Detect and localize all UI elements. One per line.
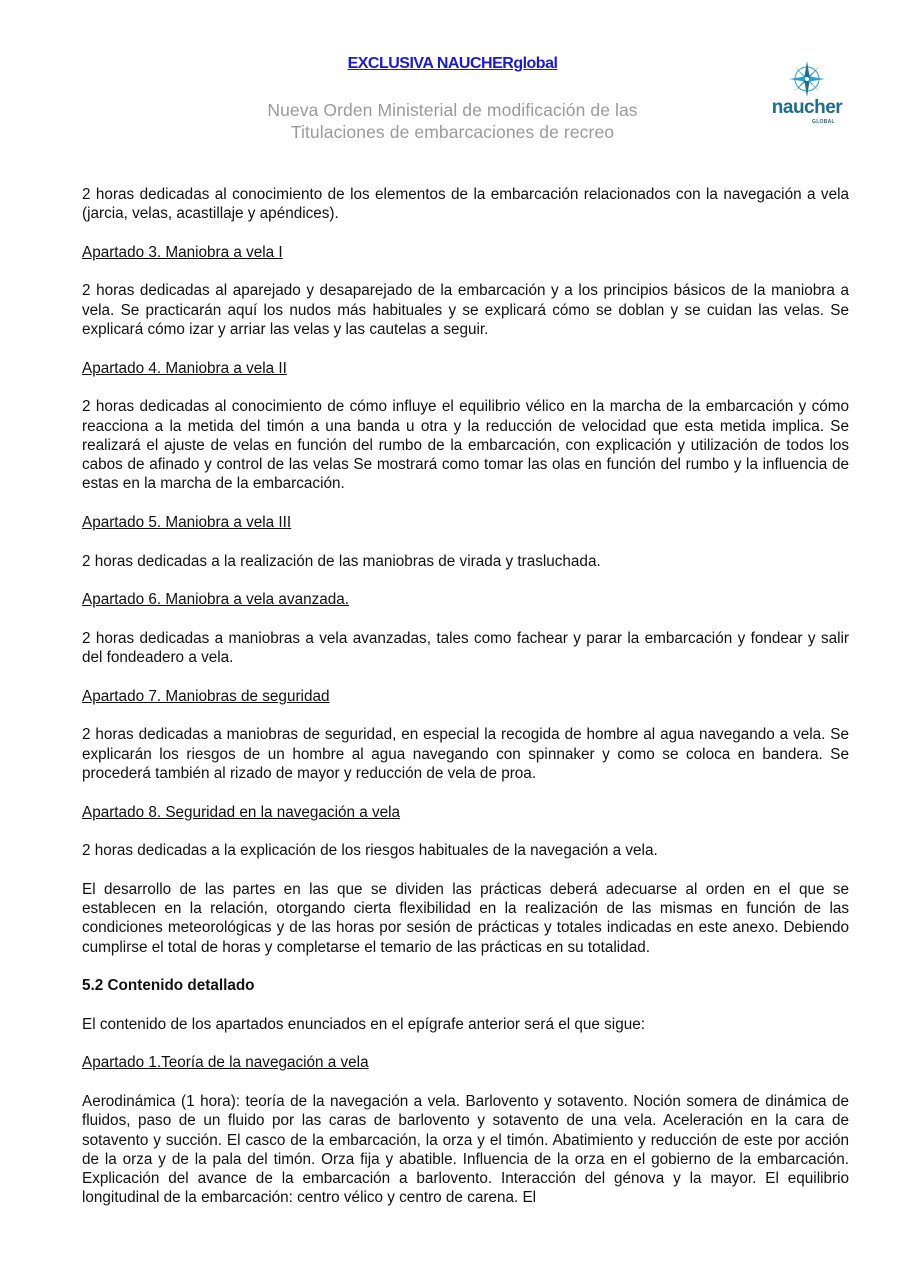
paragraph: 2 horas dedicadas a la explicación de los riesgos habituales de la navegación a vela.	[82, 842, 658, 860]
section-heading-apartado-8: Apartado 8. Seguridad en la navegación a vela	[82, 803, 401, 821]
paragraph: 2 horas dedicadas a maniobras de seguridad, en especial la recogida de hombre al agua navegando a vela. Se explicarán los riesgos de un hombre al agua navegando con spinnaker y como se coloca en bandera. Se procederá también al rizado de mayor y reducción de vela de proa.	[82, 726, 849, 782]
section-heading-apartado-5: Apartado 5. Maniobra a vela III	[82, 514, 292, 532]
exclusive-link[interactable]: EXCLUSIVA NAUCHERglobal	[347, 55, 558, 72]
logo-subtext: GLOBAL	[812, 119, 835, 125]
paragraph: Aerodinámica (1 hora): teoría de la navegación a vela. Barlovento y sotavento. Noción somera de dinámica de fluidos, paso de un fluido por las caras de barlovento y sotavento de una vela. Aceleración en la cara de sotavento y succión. El casco de la embarcación, la orza y el timón. Abatimiento y reducción de este por acción de la orza y de la pala del timón. Orza fija y abatible. Influencia de la orza en el gobierno de la embarcación. Explicación del avance de la embarcación a barlovento. Interacción del génova y la mayor. El equilibrio longitudinal de la embarcación: centro vélico y centro de carena. El	[82, 1092, 849, 1207]
section-heading-apartado-4: Apartado 4. Maniobra a vela II	[82, 359, 287, 377]
paragraph: El desarrollo de las partes en las que se dividen las prácticas deberá adecuarse al orden en el que se establecen en la relación, otorgando cierta flexibilidad en la realización de las mismas en función de las condiciones meteorológicas y de las horas por sesión de prácticas y totales indicadas en este anexo. Debiendo cumplirse el total de horas y completarse el temario de las prácticas en su totalidad.	[82, 880, 849, 956]
paragraph: 2 horas dedicadas a maniobras a vela avanzadas, tales como fachear y parar la embarcación y fondear y salir del fondeadero a vela.	[82, 629, 849, 667]
section-heading-apartado-6: Apartado 6. Maniobra a vela avanzada.	[82, 591, 350, 609]
paragraph: 2 horas dedicadas a la realización de las maniobras de virada y trasluchada.	[82, 552, 601, 570]
paragraph: 2 horas dedicadas al aparejado y desaparejado de la embarcación y a los principios básicos de la maniobra a vela. Se practicarán aquí los nudos más habituales y se explicará cómo se doblan y se cuidan las velas. Se explicará cómo izar y arriar las velas y las cautelas a seguir.	[82, 282, 849, 339]
subtitle-line-1: Nueva Orden Ministerial de modificación de las	[267, 100, 638, 120]
page-header	[0, 0, 905, 170]
compass-rose-icon	[788, 60, 826, 98]
paragraph: 2 horas dedicadas al conocimiento de cómo influye el equilibrio vélico en la marcha de la embarcación y cómo reacciona a la metida del timón a una banda u otra y la reducción de velocidad que esta metida implica. Se realizará el ajuste de velas en función del rumbo de la embarcación, con explicación y utilización de todos los cabos de afinado y control de las velas Se mostrará como tomar las olas en función del rumbo y la influencia de estas en la marcha de la embarcación.	[82, 398, 849, 493]
logo-wordmark: naucher	[771, 97, 843, 118]
paragraph: El contenido de los apartados enunciados en el epígrafe anterior será el que sigue:	[82, 1015, 645, 1033]
section-heading-apartado-1: Apartado 1.Teoría de la navegación a vela	[82, 1054, 369, 1072]
subtitle-line-2: Titulaciones de embarcaciones de recreo	[290, 122, 615, 142]
section-title-5-2: 5.2 Contenido detallado	[82, 977, 255, 995]
section-heading-apartado-7: Apartado 7. Maniobras de seguridad	[82, 687, 330, 705]
paragraph: 2 horas dedicadas al conocimiento de los elementos de la embarcación relacionados con la navegación a vela (jarcia, velas, acastillaje y apéndices).	[82, 186, 849, 223]
naucher-logo	[764, 60, 850, 126]
document-body	[82, 185, 849, 1227]
section-heading-apartado-3: Apartado 3. Maniobra a vela I	[82, 243, 283, 261]
